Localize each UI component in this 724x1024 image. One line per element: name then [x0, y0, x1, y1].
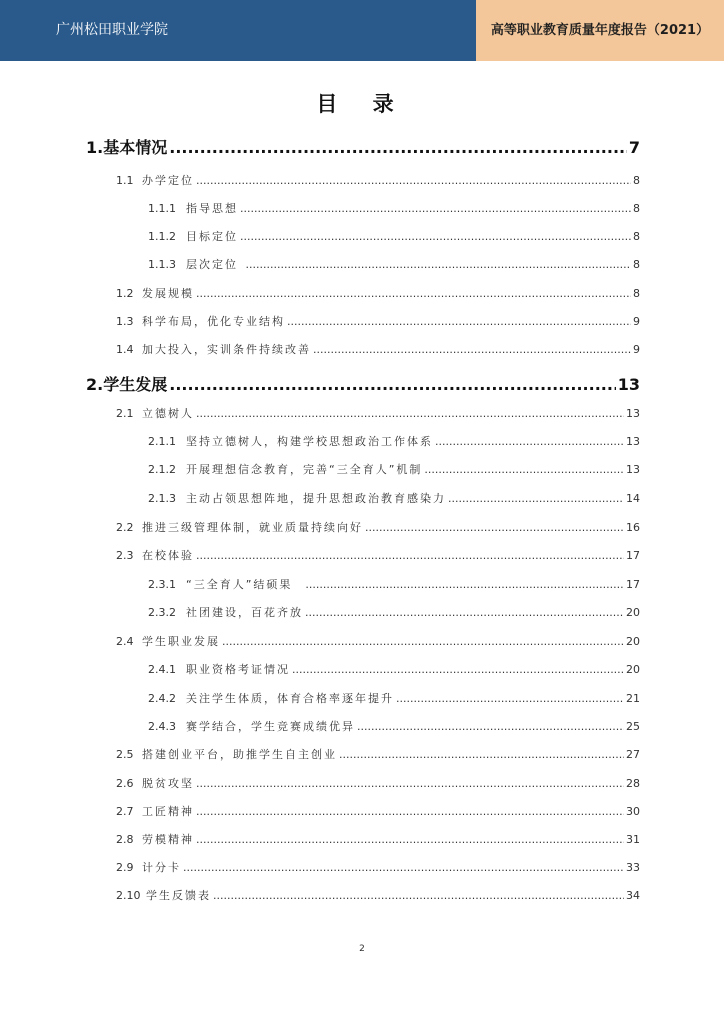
toc-entry-number: 1.4: [116, 343, 134, 356]
toc-entry-page: 13: [626, 407, 640, 420]
toc-entry[interactable]: [116, 285, 640, 301]
toc-entry[interactable]: [148, 718, 640, 734]
toc-entry-page: 13: [617, 375, 640, 394]
toc-entry-page: 27: [626, 748, 640, 761]
toc-entry-title: 脱贫攻坚: [142, 777, 194, 790]
toc-leader-dots: [365, 521, 624, 534]
toc-leader-dots: [169, 138, 627, 157]
toc-entry-title: 计分卡: [142, 861, 181, 874]
toc-leader-dots: [246, 258, 632, 271]
toc-leader-dots: [222, 635, 624, 648]
toc-entry-number: 2.5: [116, 748, 134, 761]
toc-entry-number: 2.7: [116, 805, 134, 818]
toc-entry-title: 社团建设，百花齐放: [186, 606, 303, 619]
toc-entry[interactable]: [116, 519, 640, 535]
toc-entry-number: 1.1: [116, 174, 134, 187]
toc-entry-title: 加大投入，实训条件持续改善: [142, 343, 311, 356]
toc-entry-page: 8: [633, 174, 640, 187]
toc-entry-title: 在校体验: [142, 549, 194, 562]
toc-entry[interactable]: [116, 859, 640, 875]
toc-entry-title: 立德树人: [142, 407, 194, 420]
toc-entry-number: 2.: [86, 375, 104, 394]
toc-entry-title: 推进三级管理体制，就业质量持续向好: [142, 521, 363, 534]
toc-entry[interactable]: [116, 746, 640, 762]
toc-entry-title: 办学定位: [142, 174, 194, 187]
toc-entry-title: 关注学生体质，体育合格率逐年提升: [186, 692, 394, 705]
toc-entry[interactable]: [148, 200, 640, 216]
toc-leader-dots: [313, 343, 631, 356]
toc-leader-dots: [196, 174, 631, 187]
toc-entry-page: 8: [633, 202, 640, 215]
toc-entry[interactable]: [116, 313, 640, 329]
toc-entry-number: 1.3: [116, 315, 134, 328]
toc-entry-number: 2.9: [116, 861, 134, 874]
toc-leader-dots: [196, 805, 624, 818]
toc-entry-title: 职业资格考证情况: [186, 663, 290, 676]
toc-leader-dots: [305, 606, 624, 619]
toc-entry-title: 开展理想信念教育，完善“三全育人”机制: [186, 463, 423, 476]
toc-entry[interactable]: [148, 461, 640, 477]
toc-entry-title: 基本情况: [103, 138, 168, 157]
toc-entry-page: 16: [626, 521, 640, 534]
toc-entry-page: 7: [628, 138, 640, 157]
toc-entry-title: 层次定位: [186, 258, 244, 271]
toc-leader-dots: [196, 287, 631, 300]
toc-entry-page: 17: [626, 578, 640, 591]
toc-entry-number: 1.1.2: [148, 230, 176, 243]
toc-entry-page: 14: [626, 492, 640, 505]
toc-entry-number: 2.1.2: [148, 463, 176, 476]
toc-leader-dots: [169, 375, 616, 394]
toc-entry-page: 8: [633, 258, 640, 271]
toc-leader-dots: [424, 463, 624, 476]
toc-entry-number: 2.6: [116, 777, 134, 790]
toc-leader-dots: [305, 578, 624, 591]
toc-entry-page: 34: [626, 889, 640, 902]
toc-entry[interactable]: [116, 887, 640, 903]
toc-entry[interactable]: [148, 690, 640, 706]
toc-chapter[interactable]: [86, 135, 640, 158]
toc-entry-title: “三全育人”结硕果: [186, 578, 304, 591]
toc-entry[interactable]: [116, 803, 640, 819]
toc-entry-number: 1.1.1: [148, 202, 176, 215]
toc-leader-dots: [287, 315, 631, 328]
toc-entry-title: 赛学结合，学生竞赛成绩优异: [186, 720, 355, 733]
toc-entry-title: 劳模精神: [142, 833, 194, 846]
toc-leader-dots: [196, 833, 624, 846]
toc-leader-dots: [196, 549, 624, 562]
toc-entry[interactable]: [116, 172, 640, 188]
header-school-name: 广州松田职业学院: [0, 0, 476, 61]
toc-entry-number: 2.4.3: [148, 720, 176, 733]
toc-leader-dots: [240, 202, 631, 215]
page-number: 2: [359, 944, 365, 954]
toc-entry-number: 2.1.3: [148, 492, 176, 505]
toc-entry-title: 工匠精神: [142, 805, 194, 818]
toc-entry-number: 2.1: [116, 407, 134, 420]
toc-leader-dots: [339, 748, 624, 761]
toc-entry-title: 主动占领思想阵地，提升思想政治教育感染力: [186, 492, 446, 505]
toc-entry[interactable]: [148, 661, 640, 677]
toc-entry-page: 28: [626, 777, 640, 790]
toc-entry-page: 8: [633, 287, 640, 300]
toc-entry[interactable]: [148, 576, 640, 592]
toc-entry-title: 学生反馈表: [146, 889, 211, 902]
toc-entry-number: 2.2: [116, 521, 134, 534]
toc-entry[interactable]: [116, 633, 640, 649]
toc-entry-number: 2.10: [116, 889, 141, 902]
toc-entry-number: 2.4: [116, 635, 134, 648]
toc-leader-dots: [240, 230, 631, 243]
toc-entry-number: 1.2: [116, 287, 134, 300]
toc-entry-number: 2.3.2: [148, 606, 176, 619]
toc-entry[interactable]: [148, 604, 640, 620]
toc-leader-dots: [357, 720, 624, 733]
toc-leader-dots: [196, 407, 624, 420]
toc-leader-dots: [213, 889, 624, 902]
toc-entry-title: 科学布局，优化专业结构: [142, 315, 285, 328]
toc-entry-page: 9: [633, 315, 640, 328]
toc-leader-dots: [396, 692, 624, 705]
toc-entry[interactable]: [148, 433, 640, 449]
toc-entry-number: 1.: [86, 138, 104, 157]
toc-entry-number: 2.8: [116, 833, 134, 846]
toc-entry[interactable]: [148, 228, 640, 244]
toc-chapter[interactable]: [86, 372, 640, 395]
toc-leader-dots: [292, 663, 624, 676]
toc-entry[interactable]: [148, 256, 640, 272]
toc-leader-dots: [183, 861, 624, 874]
toc-entry-title: 目标定位: [186, 230, 238, 243]
toc-entry-number: 2.4.1: [148, 663, 176, 676]
toc-entry[interactable]: [116, 547, 640, 563]
toc-entry-title: 搭建创业平台，助推学生自主创业: [142, 748, 337, 761]
toc-entry-page: 21: [626, 692, 640, 705]
toc-entry[interactable]: [148, 490, 640, 506]
toc-entry-page: 25: [626, 720, 640, 733]
toc-entry-title: 学生发展: [103, 375, 168, 394]
toc-title: 目 录: [316, 92, 408, 116]
toc-entry-page: 9: [633, 343, 640, 356]
toc-entry-number: 2.3.1: [148, 578, 176, 591]
toc-entry-page: 8: [633, 230, 640, 243]
toc-entry-page: 20: [626, 663, 640, 676]
toc-entry-page: 13: [626, 435, 640, 448]
page-header: [0, 0, 724, 61]
toc-entry-page: 31: [626, 833, 640, 846]
header-report-title: 高等职业教育质量年度报告（2021）: [476, 0, 724, 61]
toc-leader-dots: [435, 435, 624, 448]
toc-entry[interactable]: [116, 775, 640, 791]
toc-entry-title: 发展规模: [142, 287, 194, 300]
toc-entry-page: 20: [626, 606, 640, 619]
toc-entry-title: 指导思想: [186, 202, 238, 215]
toc-entry[interactable]: [116, 405, 640, 421]
toc-leader-dots: [448, 492, 624, 505]
toc-entry-number: 2.3: [116, 549, 134, 562]
toc-entry[interactable]: [116, 831, 640, 847]
toc-entry-number: 2.4.2: [148, 692, 176, 705]
toc-entry-page: 20: [626, 635, 640, 648]
toc-entry-title: 学生职业发展: [142, 635, 220, 648]
toc-entry-page: 17: [626, 549, 640, 562]
toc-entry-page: 13: [626, 463, 640, 476]
toc-entry-number: 1.1.3: [148, 258, 176, 271]
toc-entry-page: 33: [626, 861, 640, 874]
toc-entry-page: 30: [626, 805, 640, 818]
toc-leader-dots: [196, 777, 624, 790]
toc-entry-number: 2.1.1: [148, 435, 176, 448]
toc-entry-title: 坚持立德树人，构建学校思想政治工作体系: [186, 435, 433, 448]
toc-entry[interactable]: [116, 341, 640, 357]
